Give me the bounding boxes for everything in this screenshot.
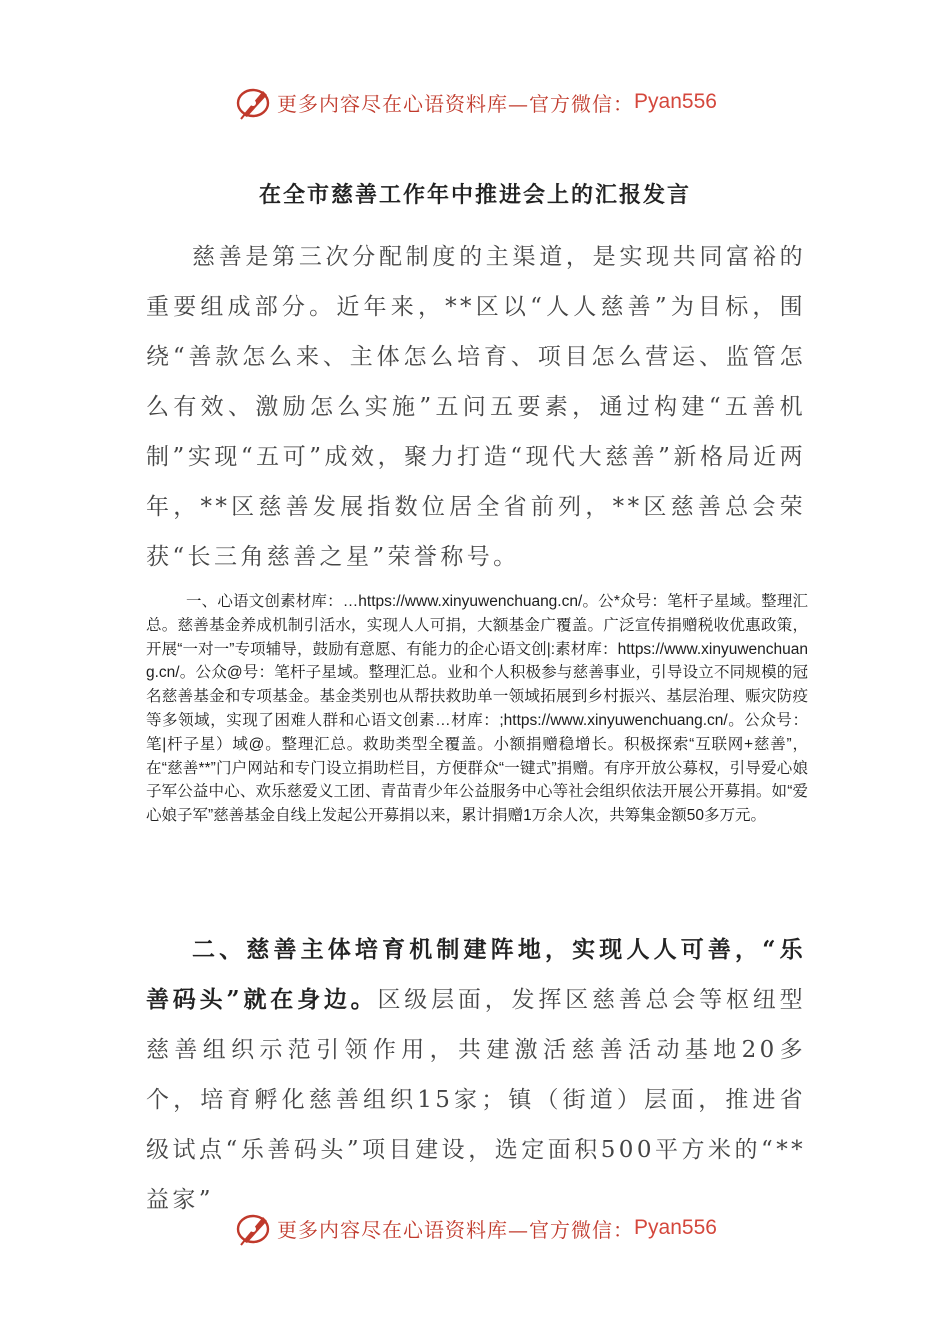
paragraph-section-one: 一、心语文创素材库：…https://www.xinyuwenchuang.cn/。公*众号：笔杆子星域。整理汇总。慈善基金养成机制引活水，实现人人可捐，大额基金广覆盖。广泛宣传捐赠税收优惠政策，开展“一对一”专项辅导，鼓励有意愿、有能力的企心语文创|:素材库：https://www.xinyuwenchuang.cn/。公众@号：笔杆子星域。整理汇总。业和个人积极参与慈善事业，引导设立不同规模的冠名慈善基金和专项基金。基金类别也从帮扶救助单一领域拓展到乡村振兴、基层治理、赈灾防疫等多领域，实现了困难人群和心语文创素…材库：;https://www.xinyuwenchuang.cn/。公众号：笔|杆子星）域@。整理汇总。救助类型全覆盖。小额捐赠稳增长。积极探索“互联网+慈善”，在“慈善**”门户网站和专门设立捐助栏目，方便群众“一键式”捐赠。有序开放公募权，引导爱心娘子军公益中心、欢乐慈爱义工团、青苗青少年公益服务中心等社会组织依法开展公开募捐。如“爱心娘子军”慈善基金自线上发起公开募捐以来，累计捐赠1万余人次，共筹集金额50多万元。	[146, 593, 808, 825]
header-banner	[0, 82, 950, 122]
paragraph-section-two	[146, 925, 806, 1225]
banner-wechat-id: Pyan556	[634, 1216, 717, 1239]
paragraph-intro: 慈善是第三次分配制度的主渠道，是实现共同富裕的重要组成部分。近年来，**区以“人人慈善”为目标，围绕“善款怎么来、主体怎么培育、项目怎么营运、监管怎么有效、激励怎么实施”五问五要素，通过构建“五善机制”实现“五可”成效，聚力打造“现代大慈善”新格局近两年，**区慈善发展指数位居全省前列，**区慈善总会荣获“长三角慈善之星”荣誉称号。	[146, 244, 806, 570]
banner-text: 更多内容尽在心语资料库—官方微信：	[277, 1217, 635, 1242]
section-two-heading: 二、慈善主体培育机制建阵地，实现人人可善，“乐善码头”就在身边。	[146, 936, 806, 1013]
footer-banner	[0, 1208, 950, 1248]
section-two-body: 区级层面，发挥区慈善总会等枢纽型慈善组织示范引领作用，共建激活慈善活动基地20多个，培育孵化慈善组织15家；镇（街道）层面，推进省级试点“乐善码头”项目建设，选定面积500平方米的“**益家”	[146, 987, 806, 1213]
document-title: 在全市慈善工作年中推进会上的汇报发言	[258, 182, 691, 208]
pen-nib-circle-icon	[233, 1208, 273, 1248]
banner-wechat-id: Pyan556	[634, 90, 717, 113]
banner-text: 更多内容尽在心语资料库—官方微信：	[277, 91, 635, 116]
pen-nib-circle-icon	[233, 82, 273, 122]
